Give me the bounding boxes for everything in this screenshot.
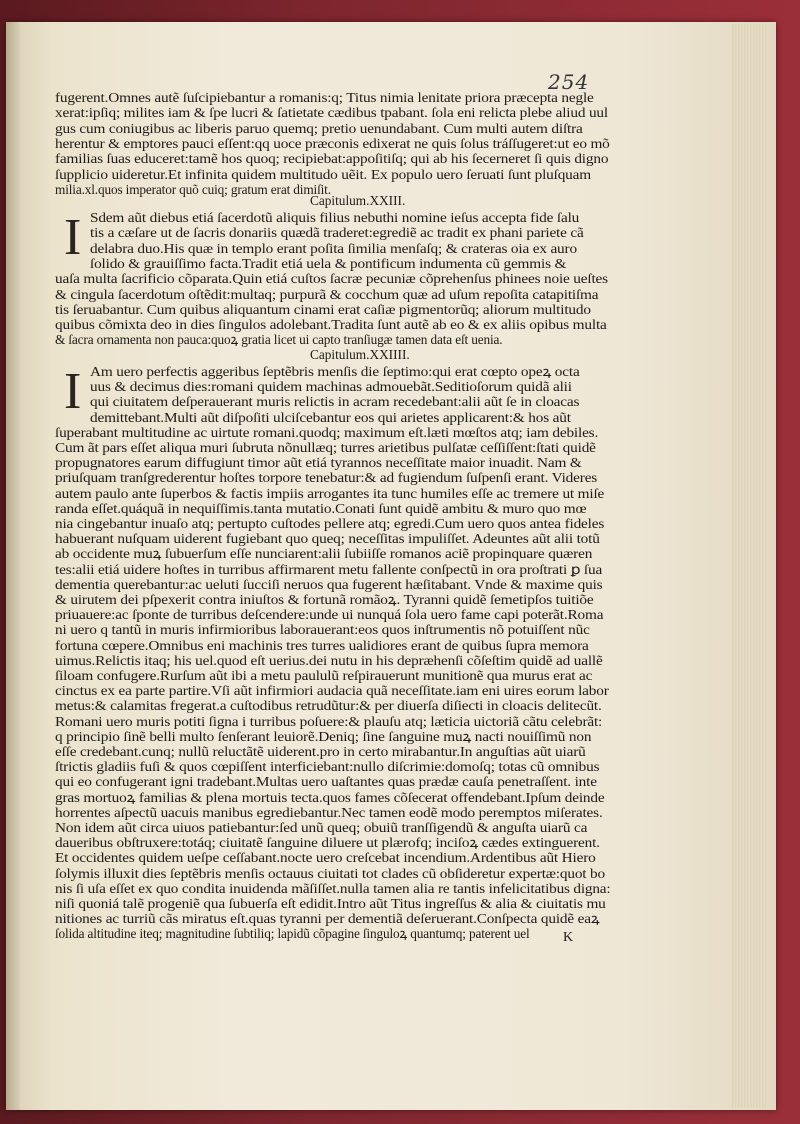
text-line: & ſacra ornamenta non pauca:quoꝝ gratia licet ui capto tranſiugæ tamen data eſt uenia. (55, 332, 503, 348)
signature-mark: K (563, 930, 574, 945)
text-line: & uirutem dei pſpexerit contra iniuſtos & fortunã romãoꝝ. Tyranni quidẽ ſemetipſos tuitiõe (55, 592, 594, 607)
text-line: Am uero perfectis aggeribus ſeptẽbris menſis die ſeptimo:qui erat cœpto opeꝝ octa (90, 364, 580, 379)
text-line: & cingula ſacerdotum oſtẽdit:multaq; purpurã & cocchum quæ ad uſum repoſita catapitiſma (55, 286, 599, 302)
text-line: qui ciuitatem deſperauerant muris relictis in acram recedebant:alii aũt ſe in cloacas (90, 394, 580, 410)
text-line: ſtrictis gladiis fuſi & quos cœpiſſent interficiebant:nullo diſcrimie:domoſq; totas cũ omnibus (55, 759, 600, 775)
text-line: uus & decimus dies:romani quidem machinas admouebãt.Seditioſorum quidã alii (90, 379, 572, 395)
text-line: uaſa multa ſacrificio cõparata.Quin etiá cuſtos ſacræ pecuniæ cõprehenſus phinees noie ueſtes (55, 271, 608, 287)
text-line: uimus.Relictis itaq; his uel.quod eſt uerius.dei nutu in his depræhenſi cõſeſtim quidẽ ad uallẽ (55, 652, 603, 668)
text-line: nia cingebantur inuaſo atq; pertupto cuſtodes pellere atq; egredi.Cum uero quos antea fideles (55, 516, 605, 531)
text-line: Romani uero muris potiti ſigna i turribus poſuere:& plauſu atq; læticia uictoriã cãtu celebrãt: (55, 713, 603, 729)
text-line: ni uero q tantũ in muris infirmioribus laborauerant:eos quos inſtrumentis nõ potuiſſent nũc (55, 622, 590, 638)
page-gutter (6, 22, 20, 1110)
text-line: delabra duo.His quæ in templo erant poſita ſimilia menſaſq; & crateras oia ex auro (90, 240, 577, 256)
text-line: demittebant.Multi aũt diſpoſiti ulciſcebantur eos qui arietes applicarent:& hos aũt (90, 409, 571, 425)
text-line: ſiloam confugere.Rurſum aũt ibi a metu paululũ reſpirauerunt munitionẽ qua murus erat ac (55, 668, 593, 683)
text-line: nitiones ac turriũ cãs miratus eſt.quas tyranni per dementiã deſeruerant.Conſpecta quidẽ eaꝝ (55, 911, 600, 927)
initial-letter-i-1: I (64, 209, 82, 266)
text-line: Et occidentes quidem ueſpe ceſſabant.nocte uero creſcebat incendium.Ardentibus aũt Hiero (55, 850, 596, 866)
text-line: ſolymis illuxit dies ſeptẽbris menſis octauus ciuitati tot clades cũ obſideretur expertæ:quot bo (55, 865, 605, 881)
text-line: priuauere:ac ſponte de turribus deſcendere:unde ui nunquá ſola uero fame capi poterãt.Roma (55, 607, 604, 623)
text-line: priuſquam tranſgrederentur hoſtes torpore tenebatur:& ad fugiendum ſuſpenſi erant. Videres (55, 470, 598, 486)
text-line: gras mortuoꝝ familias & plena mortuis tecta.quos fames cõſecerat offendebant.Ipſum deinde (55, 789, 605, 805)
page-edges (732, 24, 766, 1108)
text-line: niſi quoniá talẽ progeniẽ qua ſubuerſa eſt edidit.Intro aũt Titus ingreſſus & alia & ciuitatis mu (55, 896, 606, 911)
text-line: ſupplicio uideretur.Et infinita quidem multitudo uẽit. Ex populo uero ſeruati ſunt pluſquam (55, 166, 591, 182)
text-line: herentur & emptores pauci eſſent:qq uoce præconis edixerat ne quis ſolus tráſſugeret:ut eo mõ (55, 135, 610, 151)
text-line: qui eo confugerant igni tradebant.Multas uero uaſtantes quas prædæ cauſa penetraſſent. inte (55, 774, 597, 790)
text-line: familias ſuas educeret:tamẽ hos quoq; recipiebat:appoſitiſq; qui ab his ſecerneret ſi quis digno (55, 151, 609, 167)
text-line: randa eſſet.quáquã in nequiſſimis.tanta mutatio.Conati ſunt quidẽ ambitu & muro quo mœ (55, 500, 587, 516)
text-line: nis ſi uſa eſſet ex quo condita inuidenda mãſiſſet.nulla tamen alia re tantis infelicitatibus digna: (55, 880, 611, 896)
text-line: metus:& calamitas fregerat.a cuſtodibus retrudũtur:& per diuerſa diſiecti in cloacis delitecũt. (55, 698, 602, 714)
text-line: quibus cõmixta deo in dies ſingulos adolebant.Tradita ſunt autẽ ab eo & ex aliis opibus multa (55, 317, 607, 333)
text-line: fugerent.Omnes autẽ ſuſcipiebantur a romanis:q; Titus nimia lenitate priora præcepta negle (55, 90, 594, 105)
text-line: cinctus ex ea parte partire.Vſi aũt infirmiori audacia quã neceſſitate.iam eni uires eorum labor (55, 683, 609, 699)
text-line: autem paulo ante ſuperbos & factis impiis arrogantes ita tunc humiles eſſe ac tremere ut miſe (55, 485, 605, 501)
text-line: gus cum coniugibus ac liberis paruo quemq; pretio uenundabant. Cum multi autem diſtra (55, 120, 583, 136)
text-line: horrentes aſpectũ uacuis manibus egrediebantur.Nec tamen eodẽ modo peremptos miſerates. (55, 804, 603, 820)
folio-number: 254 (548, 70, 590, 94)
chapter-heading-xxiii: Capitulum.XXIII. (310, 193, 406, 208)
text-line: q principio ſinẽ belli multo ſenſerant leuiorẽ.Deniq; ſine ſanguine muꝝ nacti nouiſſimũ non (55, 728, 592, 744)
text-line: Non idem aũt circa uiuos patiebantur:ſed unũ queq; obuiũ tranſſigendũ & anguſta uiarũ ca (55, 820, 588, 835)
text-line: habuerant nuſquam uiderent fugiebant quo queq; neceſſitas impuliſſet. Adeuntes aũt alii totũ (55, 531, 600, 547)
text-line: milia.xl.quos imperator quõ cuiq; gratum erat dimiſit. (55, 181, 331, 197)
text-line: xerat:ipſiq; milites iam & ſpe lucri & ſatietate cædibus tpabant. ſola eni relicta plebe aliud uul (55, 105, 608, 121)
text-line: tes:alii etiá uidere hoſtes in turribus affirmarent metu fallente conſpectũ in ora proſtrati ꝑ ſua (55, 561, 603, 577)
text-line: eſſe credebant.cunq; nullũ reluctãtẽ uiderent.pro in certo mirabantur.In anguſtias aũt uiarũ (55, 744, 586, 759)
initial-letter-i-2: I (64, 363, 82, 420)
text-line: propugnatores earum diffugiunt timor aũt etiá tyrannos neceſſitate maior inuadit. Nam & (55, 455, 582, 471)
chapter-heading-xxiiii: Capitulum.XXIIII. (310, 347, 410, 362)
text-line: tis ſeruabantur. Cum quibus aliquantum cinami erat caſiæ pigmentorũq; aliorum multitudo (55, 301, 591, 317)
text-line: ſuperabant multitudine ac uirtute romani.quodq; maximum eſt.læti mœſtos atq; iam debiles. (55, 424, 599, 440)
text-line: tis a cæſare ut de ſacris donariis quædã traderet:egrediẽ ac tradit ex phani pariete cã (90, 225, 584, 241)
text-line: daueribus obſtruxere:totáq; ciuitatẽ ſanguine diluere ut plærofq; inciſoꝝ cædes extinguerent. (55, 835, 600, 851)
text-line: ſolida altitudine iteq; magnitudine ſubtiliq; lapidũ cõpagine ſinguloꝝ quantumq; paterent uel (55, 926, 530, 942)
text-line: Cum ãt pars eſſet aliqua muri ſubruta nõnullæq; turres arietibus pulſatæ ceſſiſſent:ſtati quidẽ (55, 440, 596, 455)
text-line: fortuna cœpere.Omnibus eni machinis tres turres ualidiores erant de quibus ſupra memora (55, 637, 589, 653)
text-line: ſolido & grauiſſimo facta.Tradit etiá uela & pontificum indumenta cũ gemmis & (90, 255, 567, 271)
text-line: dementia querebantur:ac ueluti ſucciſi neruos qua fugerent hæſitabant. Vnde & maxime quis (55, 576, 603, 592)
text-line: ab occidente muꝝ ſubuerſum eſſe nunciarent:alii ſubiiſſe romanos aciẽ propinquare quæren (55, 546, 593, 562)
text-line: Sdem aũt diebus etiá ſacerdotũ aliquis filius nebuthi nomine ieſus accepta fide ſalu (90, 210, 580, 225)
